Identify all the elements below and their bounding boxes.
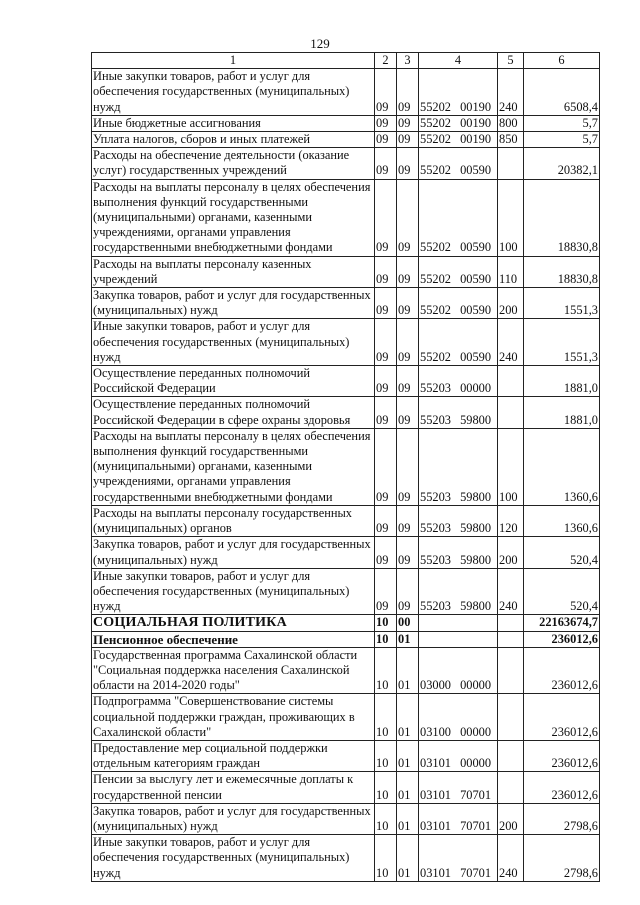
expense-type-cell: 100 <box>498 428 524 505</box>
subsection-code-cell: 09 <box>397 505 419 536</box>
subsection-code-cell: 09 <box>397 568 419 615</box>
expense-type-cell: 800 <box>498 115 524 131</box>
column-header-3: 3 <box>397 53 419 69</box>
table-row <box>92 803 600 834</box>
target-article-cell: 55202 00190 <box>419 132 498 148</box>
section-row <box>92 615 600 631</box>
amount-cell: 1551,3 <box>524 319 600 366</box>
target-article-cell: 03100 00000 <box>419 694 498 741</box>
target-article-cell: 03101 70701 <box>419 803 498 834</box>
item-name-cell: Расходы на обеспечение деятельности (оказание услуг) государственных учреждений <box>92 148 375 179</box>
table-row <box>92 256 600 287</box>
section-code-cell: 09 <box>375 288 397 319</box>
table-row <box>92 397 600 428</box>
expense-type-cell <box>498 694 524 741</box>
amount-cell: 1360,6 <box>524 505 600 536</box>
target-article-cell <box>419 615 498 631</box>
amount-cell: 236012,6 <box>524 772 600 803</box>
section-code-cell: 09 <box>375 179 397 256</box>
item-name-cell: Иные закупки товаров, работ и услуг для обеспечения государственных (муниципальных) нужд <box>92 69 375 116</box>
expense-type-cell: 240 <box>498 319 524 366</box>
budget-table <box>91 52 600 882</box>
item-name-cell: Осуществление переданных полномочий Российской Федерации <box>92 366 375 397</box>
target-article-cell: 55202 00590 <box>419 256 498 287</box>
amount-cell: 1551,3 <box>524 288 600 319</box>
item-name-cell: Пенсии за выслугу лет и ежемесячные доплаты к государственной пенсии <box>92 772 375 803</box>
target-article-cell: 55203 00000 <box>419 366 498 397</box>
subsection-code-cell: 01 <box>397 740 419 771</box>
item-name-cell: Расходы на выплаты персоналу в целях обеспечения выполнения функций государственными (муниципальными) органами, казенными учреждениями, органами управления государственными внебюджетными фондами <box>92 428 375 505</box>
target-article-cell: 03000 00000 <box>419 647 498 694</box>
table-row <box>92 366 600 397</box>
subsection-code-cell: 09 <box>397 179 419 256</box>
table-row <box>92 568 600 615</box>
section-code-cell: 10 <box>375 772 397 803</box>
amount-cell: 1881,0 <box>524 397 600 428</box>
table-row <box>92 647 600 694</box>
subsection-code-cell: 09 <box>397 256 419 287</box>
column-header-6: 6 <box>524 53 600 69</box>
expense-type-cell <box>498 615 524 631</box>
section-code-cell: 10 <box>375 740 397 771</box>
item-name-cell: Иные бюджетные ассигнования <box>92 115 375 131</box>
target-article-cell: 03101 00000 <box>419 740 498 771</box>
section-code-cell: 09 <box>375 256 397 287</box>
section-code-cell: 10 <box>375 835 397 882</box>
target-article-cell: 55203 59800 <box>419 397 498 428</box>
subsection-code-cell: 09 <box>397 397 419 428</box>
item-name-cell: Уплата налогов, сборов и иных платежей <box>92 132 375 148</box>
table-row <box>92 694 600 741</box>
target-article-cell: 55202 00590 <box>419 288 498 319</box>
section-code-cell: 10 <box>375 615 397 631</box>
target-article-cell: 55203 59800 <box>419 537 498 568</box>
amount-cell: 520,4 <box>524 568 600 615</box>
target-article-cell: 55202 00190 <box>419 115 498 131</box>
item-name-cell: Иные закупки товаров, работ и услуг для обеспечения государственных (муниципальных) нужд <box>92 835 375 882</box>
expense-type-cell: 110 <box>498 256 524 287</box>
item-name-cell: Предоставление мер социальной поддержки отдельным категориям граждан <box>92 740 375 771</box>
section-code-cell: 10 <box>375 631 397 647</box>
table-row <box>92 537 600 568</box>
item-name-cell: Иные закупки товаров, работ и услуг для обеспечения государственных (муниципальных) нужд <box>92 319 375 366</box>
amount-cell: 520,4 <box>524 537 600 568</box>
target-article-cell: 55202 00190 <box>419 69 498 116</box>
expense-type-cell: 200 <box>498 288 524 319</box>
amount-cell: 2798,6 <box>524 835 600 882</box>
target-article-cell: 55203 59800 <box>419 505 498 536</box>
target-article-cell: 55203 59800 <box>419 568 498 615</box>
subsection-row <box>92 631 600 647</box>
table-row <box>92 835 600 882</box>
expense-type-cell: 100 <box>498 179 524 256</box>
section-code-cell: 09 <box>375 148 397 179</box>
subsection-code-cell: 09 <box>397 132 419 148</box>
subsection-code-cell: 09 <box>397 69 419 116</box>
amount-cell: 236012,6 <box>524 694 600 741</box>
amount-cell: 1360,6 <box>524 428 600 505</box>
section-code-cell: 09 <box>375 319 397 366</box>
subsection-code-cell: 01 <box>397 803 419 834</box>
target-article-cell: 55202 00590 <box>419 148 498 179</box>
target-article-cell <box>419 631 498 647</box>
column-header-4: 4 <box>419 53 498 69</box>
column-header-5: 5 <box>498 53 524 69</box>
section-code-cell: 10 <box>375 694 397 741</box>
item-name-cell: Расходы на выплаты персоналу государственных (муниципальных) органов <box>92 505 375 536</box>
section-code-cell: 09 <box>375 132 397 148</box>
subsection-code-cell: 00 <box>397 615 419 631</box>
subsection-code-cell: 09 <box>397 428 419 505</box>
item-name-cell: Расходы на выплаты персоналу в целях обеспечения выполнения функций государственными (муниципальными) органами, казенными учреждениями, органами управления государственными внебюджетными фондами <box>92 179 375 256</box>
amount-cell: 18830,8 <box>524 179 600 256</box>
table-row <box>92 69 600 116</box>
section-code-cell: 09 <box>375 537 397 568</box>
item-name-cell: Иные закупки товаров, работ и услуг для обеспечения государственных (муниципальных) нужд <box>92 568 375 615</box>
amount-cell: 236012,6 <box>524 631 600 647</box>
table-row <box>92 148 600 179</box>
expense-type-cell <box>498 148 524 179</box>
expense-type-cell: 120 <box>498 505 524 536</box>
table-header-row <box>92 53 600 69</box>
expense-type-cell: 850 <box>498 132 524 148</box>
column-header-1: 1 <box>92 53 375 69</box>
subsection-code-cell: 01 <box>397 835 419 882</box>
item-name-cell: Расходы на выплаты персоналу казенных учреждений <box>92 256 375 287</box>
subsection-code-cell: 09 <box>397 288 419 319</box>
table-row <box>92 179 600 256</box>
amount-cell: 20382,1 <box>524 148 600 179</box>
section-code-cell: 09 <box>375 505 397 536</box>
subsection-code-cell: 01 <box>397 647 419 694</box>
column-header-2: 2 <box>375 53 397 69</box>
expense-type-cell <box>498 740 524 771</box>
expense-type-cell: 240 <box>498 835 524 882</box>
section-code-cell: 09 <box>375 366 397 397</box>
expense-type-cell <box>498 397 524 428</box>
target-article-cell: 03101 70701 <box>419 835 498 882</box>
section-code-cell: 09 <box>375 568 397 615</box>
expense-type-cell: 240 <box>498 69 524 116</box>
expense-type-cell: 240 <box>498 568 524 615</box>
table-row <box>92 428 600 505</box>
target-article-cell: 55202 00590 <box>419 319 498 366</box>
table-row <box>92 132 600 148</box>
amount-cell: 236012,6 <box>524 647 600 694</box>
amount-cell: 236012,6 <box>524 740 600 771</box>
subsection-code-cell: 09 <box>397 319 419 366</box>
expense-type-cell: 200 <box>498 537 524 568</box>
amount-cell: 5,7 <box>524 132 600 148</box>
subsection-code-cell: 09 <box>397 537 419 568</box>
subsection-code-cell: 01 <box>397 694 419 741</box>
page-number: 129 <box>310 36 330 51</box>
table-row <box>92 772 600 803</box>
subsection-code-cell: 09 <box>397 366 419 397</box>
expense-type-cell <box>498 772 524 803</box>
subsection-code-cell: 01 <box>397 772 419 803</box>
subsection-code-cell: 09 <box>397 115 419 131</box>
table-row <box>92 115 600 131</box>
amount-cell: 2798,6 <box>524 803 600 834</box>
expense-type-cell <box>498 631 524 647</box>
amount-cell: 18830,8 <box>524 256 600 287</box>
table-row <box>92 319 600 366</box>
section-code-cell: 10 <box>375 803 397 834</box>
item-name-cell: Подпрограмма "Совершенствование системы социальной поддержки граждан, проживающих в Сахалинской области" <box>92 694 375 741</box>
item-name-cell: СОЦИАЛЬНАЯ ПОЛИТИКА <box>92 615 375 631</box>
item-name-cell: Осуществление переданных полномочий Российской Федерации в сфере охраны здоровья <box>92 397 375 428</box>
item-name-cell: Закупка товаров, работ и услуг для государственных (муниципальных) нужд <box>92 288 375 319</box>
item-name-cell: Государственная программа Сахалинской области "Социальная поддержка населения Сахалинской области на 2014-2020 годы" <box>92 647 375 694</box>
amount-cell: 5,7 <box>524 115 600 131</box>
amount-cell: 1881,0 <box>524 366 600 397</box>
item-name-cell: Закупка товаров, работ и услуг для государственных (муниципальных) нужд <box>92 537 375 568</box>
amount-cell: 6508,4 <box>524 69 600 116</box>
target-article-cell: 55202 00590 <box>419 179 498 256</box>
expense-type-cell: 200 <box>498 803 524 834</box>
table-row <box>92 740 600 771</box>
section-code-cell: 09 <box>375 428 397 505</box>
subsection-code-cell: 09 <box>397 148 419 179</box>
item-name-cell: Закупка товаров, работ и услуг для государственных (муниципальных) нужд <box>92 803 375 834</box>
table-row <box>92 288 600 319</box>
table-row <box>92 505 600 536</box>
amount-cell: 22163674,7 <box>524 615 600 631</box>
section-code-cell: 09 <box>375 397 397 428</box>
section-code-cell: 09 <box>375 115 397 131</box>
subsection-code-cell: 01 <box>397 631 419 647</box>
section-code-cell: 10 <box>375 647 397 694</box>
target-article-cell: 55203 59800 <box>419 428 498 505</box>
item-name-cell: Пенсионное обеспечение <box>92 631 375 647</box>
section-code-cell: 09 <box>375 69 397 116</box>
expense-type-cell <box>498 366 524 397</box>
target-article-cell: 03101 70701 <box>419 772 498 803</box>
expense-type-cell <box>498 647 524 694</box>
